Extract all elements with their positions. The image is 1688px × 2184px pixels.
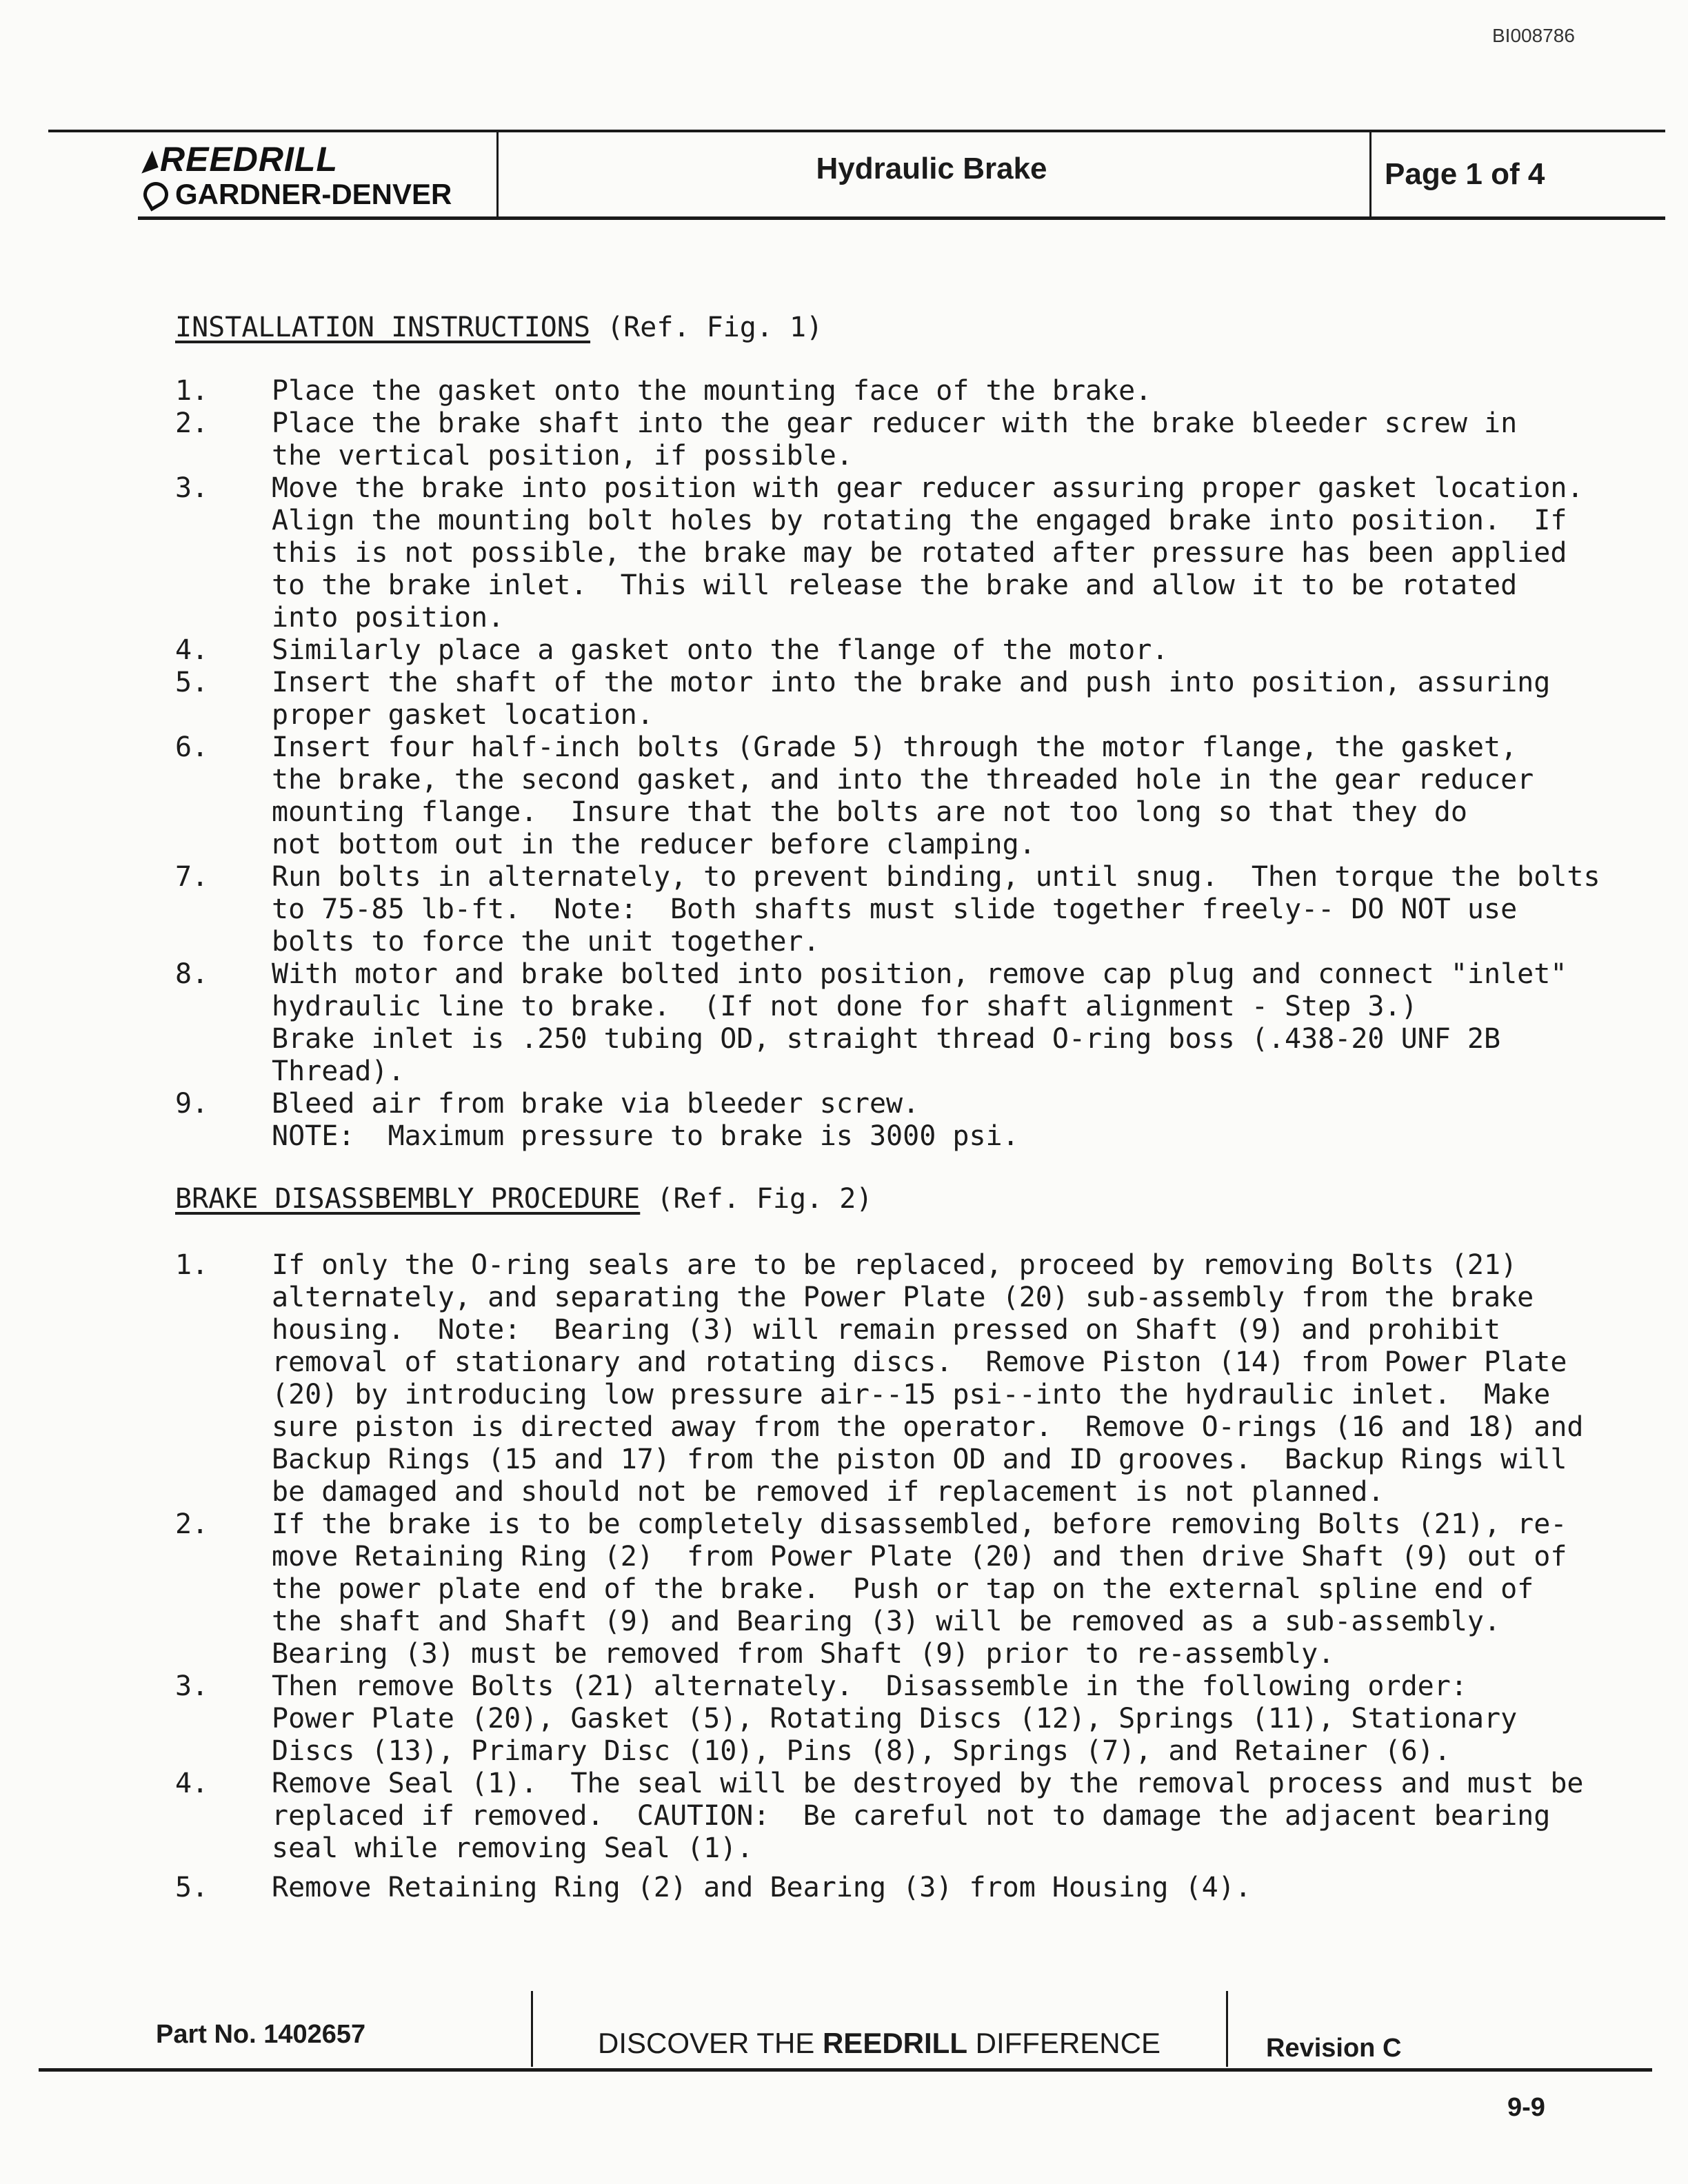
step-text-line: With motor and brake bolted into position, remove cap plug and connect "inlet" [272, 958, 1567, 990]
list-item [175, 1670, 1596, 1768]
step-text-line: Place the gasket onto the mounting face of the brake. [272, 375, 1152, 407]
step-text-line: Power Plate (20), Gasket (5), Rotating Discs (12), Springs (11), Stationary [272, 1703, 1518, 1735]
footer-rule [39, 2068, 1652, 2072]
disassembly-heading: BRAKE DISASSBEMBLY PROCEDURE (Ref. Fig. 2) [175, 1183, 873, 1215]
list-item [175, 667, 1596, 731]
document-id: BI008786 [1492, 25, 1575, 46]
step-text-line: bolts to force the unit together. [272, 926, 820, 958]
step-text-line: Remove Retaining Ring (2) and Bearing (3) from Housing (4). [272, 1872, 1252, 1903]
step-number: 5. [175, 1872, 209, 1903]
installation-steps [175, 375, 1600, 1153]
step-text-line: into position. [272, 602, 505, 634]
step-number: 2. [175, 407, 209, 439]
step-text-line: Similarly place a gasket onto the flange of the motor. [272, 634, 1169, 666]
step-text-line: proper gasket location. [272, 699, 654, 731]
step-text-line: replaced if removed. CAUTION: Be careful not to damage the adjacent bearing [272, 1800, 1551, 1832]
step-number: 4. [175, 1768, 209, 1799]
step-text-line: Then remove Bolts (21) alternately. Disassemble in the following order: [272, 1670, 1467, 1702]
list-item [175, 1768, 1596, 1865]
step-number: 4. [175, 634, 209, 666]
step-text-line: NOTE: Maximum pressure to brake is 3000 psi. [272, 1120, 1019, 1152]
step-text-line: Insert the shaft of the motor into the brake and push into position, assuring [272, 667, 1551, 698]
list-item [175, 375, 1596, 407]
list-item [175, 472, 1596, 634]
header-divider [1369, 132, 1372, 216]
step-text-line: Thread). [272, 1055, 405, 1087]
step-number: 6. [175, 731, 209, 763]
page-header [138, 132, 1665, 220]
step-text-line: Run bolts in alternately, to prevent binding, until snug. Then torque the bolts [272, 861, 1600, 893]
step-text-line: Bearing (3) must be removed from Shaft (9) prior to re-assembly. [272, 1638, 1335, 1670]
disassembly-steps [175, 1249, 1596, 1904]
list-item [175, 731, 1596, 861]
list-item [175, 634, 1596, 667]
step-text-line: sure piston is directed away from the operator. Remove O-rings (16 and 18) and [272, 1411, 1584, 1443]
step-text-line: Insert four half-inch bolts (Grade 5) through the motor flange, the gasket, [272, 731, 1518, 763]
step-text-line: Place the brake shaft into the gear reducer with the brake bleeder screw in [272, 407, 1518, 439]
logo-company: GARDNER-DENVER [175, 178, 452, 210]
step-number: 5. [175, 667, 209, 698]
document-title: Hydraulic Brake [816, 152, 1047, 185]
list-item [175, 1508, 1596, 1670]
step-text-line: move Retaining Ring (2) from Power Plate (20) and then drive Shaft (9) out of [272, 1541, 1567, 1573]
list-item [175, 1249, 1596, 1508]
list-item [175, 407, 1596, 472]
step-text-line: If only the O-ring seals are to be replaced, proceed by removing Bolts (21) [272, 1249, 1518, 1281]
step-number: 1. [175, 375, 209, 407]
step-number: 9. [175, 1088, 209, 1120]
step-text-line: Align the mounting bolt holes by rotating the engaged brake into position. If [272, 505, 1567, 536]
step-text-line: Backup Rings (15 and 17) from the piston OD and ID grooves. Backup Rings will [272, 1444, 1567, 1475]
gardner-denver-mark-icon [139, 177, 172, 211]
installation-heading: INSTALLATION INSTRUCTIONS (Ref. Fig. 1) [175, 312, 823, 343]
list-item [175, 1088, 1596, 1153]
step-number: 8. [175, 958, 209, 990]
step-number: 1. [175, 1249, 209, 1281]
part-number: Part No. 1402657 [156, 2020, 366, 2049]
step-text-line: be damaged and should not be removed if replacement is not planned. [272, 1476, 1385, 1508]
step-text-line: mounting flange. Insure that the bolts are not too long so that they do [272, 796, 1467, 828]
step-number: 3. [175, 472, 209, 504]
step-text-line: housing. Note: Bearing (3) will remain pressed on Shaft (9) and prohibit [272, 1314, 1501, 1346]
step-text-line: (20) by introducing low pressure air--15 psi--into the hydraulic inlet. Make [272, 1379, 1551, 1410]
step-text-line: hydraulic line to brake. (If not done for shaft alignment - Step 3.) [272, 991, 1418, 1022]
step-text-line: not bottom out in the reducer before clamping. [272, 829, 1036, 860]
step-text-line: the shaft and Shaft (9) and Bearing (3) will be removed as a sub-assembly. [272, 1606, 1501, 1637]
page-indicator: Page 1 of 4 [1385, 157, 1545, 191]
step-number: 2. [175, 1508, 209, 1540]
step-text-line: Move the brake into position with gear reducer assuring proper gasket location. [272, 472, 1584, 504]
list-item [175, 861, 1600, 958]
step-number: 7. [175, 861, 209, 893]
revision: Revision C [1266, 2034, 1402, 2063]
step-text-line: If the brake is to be completely disassembled, before removing Bolts (21), re- [272, 1508, 1567, 1540]
step-text-line: this is not possible, the brake may be rotated after pressure has been applied [272, 537, 1567, 569]
step-text-line: the brake, the second gasket, and into the threaded hole in the gear reducer [272, 764, 1534, 796]
step-text-line: to 75-85 lb-ft. Note: Both shafts must slide together freely-- DO NOT use [272, 893, 1518, 925]
step-text-line: seal while removing Seal (1). [272, 1832, 754, 1864]
step-text-line: Brake inlet is .250 tubing OD, straight thread O-ring boss (.438-20 UNF 2B [272, 1023, 1501, 1055]
company-logo [138, 136, 496, 212]
step-text-line: removal of stationary and rotating discs. Remove Piston (14) from Power Plate [272, 1346, 1567, 1378]
reedrill-arrow-icon [135, 150, 158, 173]
step-text-line: alternately, and separating the Power Plate (20) sub-assembly from the brake [272, 1282, 1534, 1313]
step-number: 3. [175, 1670, 209, 1702]
step-text-line: Remove Seal (1). The seal will be destroyed by the removal process and must be [272, 1768, 1584, 1799]
list-item [175, 1872, 1596, 1904]
step-text-line: to the brake inlet. This will release the brake and allow it to be rotated [272, 569, 1518, 601]
logo-brand: REEDRILL [160, 140, 338, 179]
page-number: 9-9 [1507, 2093, 1545, 2122]
step-text-line: the vertical position, if possible. [272, 440, 853, 472]
step-text-line: the power plate end of the brake. Push or tap on the external spline end of [272, 1573, 1534, 1605]
step-text-line: Bleed air from brake via bleeder screw. [272, 1088, 920, 1120]
step-text-line: Discs (13), Primary Disc (10), Pins (8), Springs (7), and Retainer (6). [272, 1735, 1451, 1767]
footer-tagline: DISCOVER THE REEDRILL DIFFERENCE [598, 2027, 1160, 2059]
list-item [175, 958, 1596, 1088]
